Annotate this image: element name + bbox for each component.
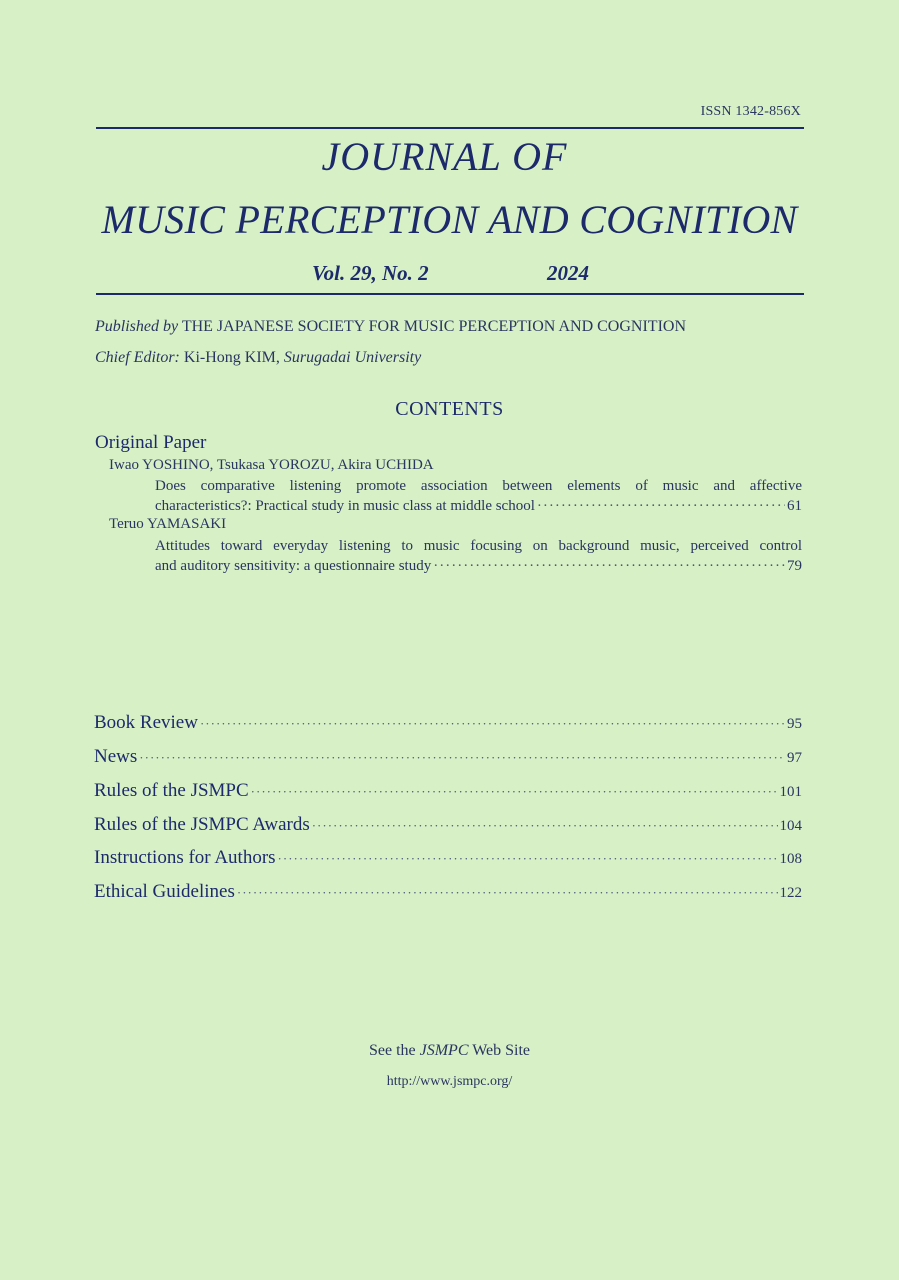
toc-page: 104 [779, 818, 802, 834]
toc-entry-book-review[interactable] [94, 712, 802, 734]
website-name: JSMPC [419, 1042, 469, 1059]
toc-entry-news[interactable] [94, 746, 802, 768]
website-note-prefix: See the [368, 1042, 416, 1059]
article-title-line1: Does comparative listening promote association between elements of music and affective [155, 478, 802, 494]
editor-name: Ki-Hong KIM, [183, 349, 280, 366]
toc-entry-ethical-guidelines[interactable] [94, 881, 802, 903]
article-authors: Teruo YAMASAKI [109, 516, 227, 532]
toc-entry-rules[interactable] [94, 780, 802, 802]
dot-leader [139, 750, 785, 766]
contents-heading: CONTENTS [395, 398, 504, 420]
editor-line [95, 349, 421, 367]
toc-entry-instructions[interactable] [94, 847, 802, 869]
article-title-line2: and auditory sensitivity: a questionnaire study [155, 558, 432, 574]
toc-page: 95 [787, 716, 802, 732]
toc-label: Ethical Guidelines [94, 881, 235, 902]
article-title-line1: Attitudes toward everyday listening to music focusing on background music, perceived control [155, 538, 802, 554]
dot-leader [200, 716, 785, 732]
journal-title-line1: JOURNAL OF [321, 134, 568, 179]
toc-page: 101 [779, 784, 802, 800]
toc-label: Rules of the JSMPC Awards [94, 814, 310, 835]
editor-affiliation: Surugadai University [283, 349, 422, 366]
editor-label: Chief Editor: [95, 349, 180, 366]
toc-entry-rules-awards[interactable] [94, 814, 802, 836]
toc-label: Instructions for Authors [94, 847, 276, 868]
article-title-line2: characteristics?: Practical study in music class at middle school [155, 498, 535, 514]
toc-page: 97 [787, 750, 802, 766]
toc-label: Book Review [94, 712, 198, 733]
toc-label: Rules of the JSMPC [94, 780, 249, 801]
dot-leader [278, 851, 778, 867]
dot-leader [537, 496, 785, 516]
publisher-line [95, 318, 686, 336]
publisher-name: THE JAPANESE SOCIETY FOR MUSIC PERCEPTION AND COGNITION [181, 318, 686, 335]
publication-year: 2024 [547, 261, 589, 285]
volume-number: Vol. 29, No. 2 [312, 261, 429, 285]
dot-leader [237, 885, 778, 901]
website-note [0, 1042, 899, 1060]
dot-leader [433, 556, 785, 576]
website-note-suffix: Web Site [472, 1042, 531, 1059]
journal-title-line2: MUSIC PERCEPTION AND COGNITION [101, 197, 798, 242]
toc-label: News [94, 746, 138, 767]
website-url[interactable]: http://www.jsmpc.org/ [386, 1074, 513, 1089]
toc-page: 108 [779, 851, 802, 867]
dot-leader [251, 784, 778, 800]
publisher-label: Published by [95, 318, 179, 335]
article-entry[interactable] [155, 536, 802, 576]
article-title-line2-row [155, 556, 802, 576]
issn: ISSN 1342-856X [700, 104, 801, 119]
original-paper-heading: Original Paper [95, 432, 207, 453]
article-authors: Iwao YOSHINO, Tsukasa YOROZU, Akira UCHIDA [109, 457, 434, 473]
dot-leader [312, 818, 778, 834]
article-page: 61 [787, 498, 802, 514]
top-rule [96, 127, 804, 129]
toc-page: 122 [779, 885, 802, 901]
article-entry[interactable] [155, 476, 802, 516]
article-page: 79 [787, 558, 802, 574]
bottom-rule [96, 293, 804, 295]
article-title-line2-row [155, 496, 802, 516]
